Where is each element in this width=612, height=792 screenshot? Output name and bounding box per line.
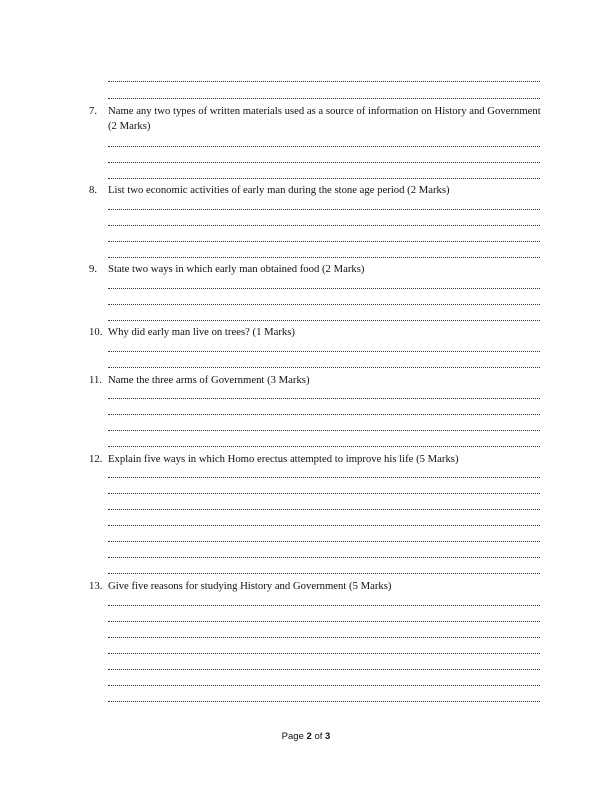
question-text: Name the three arms of Government (3 Marks) (108, 374, 310, 386)
answer-line (108, 525, 540, 526)
question-text: Why did early man live on trees? (1 Marks) (108, 326, 295, 338)
answer-line (108, 701, 540, 702)
answer-line (108, 241, 540, 242)
answer-line (108, 541, 540, 542)
answer-line (108, 477, 540, 478)
answer-line (108, 320, 540, 321)
page-footer (0, 731, 612, 742)
answer-line (108, 351, 540, 352)
answer-line (108, 557, 540, 558)
question-number: 9. (89, 263, 98, 275)
answer-line (108, 288, 540, 289)
answer-line (108, 493, 540, 494)
answer-line (108, 304, 540, 305)
answer-line (108, 669, 540, 670)
question-number: 11. (89, 374, 102, 386)
answer-line (108, 446, 540, 447)
answer-line (108, 98, 540, 99)
question-number: 8. (89, 184, 98, 196)
question-number: 10. (89, 326, 103, 338)
answer-line (108, 573, 540, 574)
answer-line (108, 178, 540, 179)
question-number: 7. (89, 105, 98, 117)
answer-line (108, 653, 540, 654)
answer-line (108, 225, 540, 226)
question-text: Explain five ways in which Homo erectus attempted to improve his life (5 Marks) (108, 453, 459, 465)
total-pages-number: 3 (325, 731, 331, 742)
answer-line (108, 637, 540, 638)
answer-line (108, 509, 540, 510)
answer-line (108, 621, 540, 622)
question-8 (89, 183, 544, 198)
question-9 (89, 262, 544, 277)
answer-line (108, 414, 540, 415)
question-text: Name any two types of written materials used as a source of information on History and Government (2 Marks) (108, 105, 541, 132)
answer-line (108, 685, 540, 686)
question-7 (89, 104, 544, 134)
answer-line (108, 162, 540, 163)
question-13 (89, 579, 544, 594)
question-11 (89, 373, 544, 388)
answer-line (108, 146, 540, 147)
question-number: 12. (89, 453, 103, 465)
question-text: List two economic activities of early man during the stone age period (2 Marks) (108, 184, 450, 196)
page-label: Page (281, 731, 304, 742)
question-text: Give five reasons for studying History and Government (5 Marks) (108, 580, 392, 592)
answer-line (108, 430, 540, 431)
answer-line (108, 209, 540, 210)
current-page-number: 2 (306, 731, 312, 742)
answer-line (108, 257, 540, 258)
answer-line (108, 367, 540, 368)
page-separator: of (314, 731, 323, 742)
question-10 (89, 325, 544, 340)
question-text: State two ways in which early man obtained food (2 Marks) (108, 263, 365, 275)
question-number: 13. (89, 580, 103, 592)
answer-line (108, 605, 540, 606)
question-12 (89, 452, 544, 467)
answer-line (108, 398, 540, 399)
answer-line (108, 81, 540, 82)
